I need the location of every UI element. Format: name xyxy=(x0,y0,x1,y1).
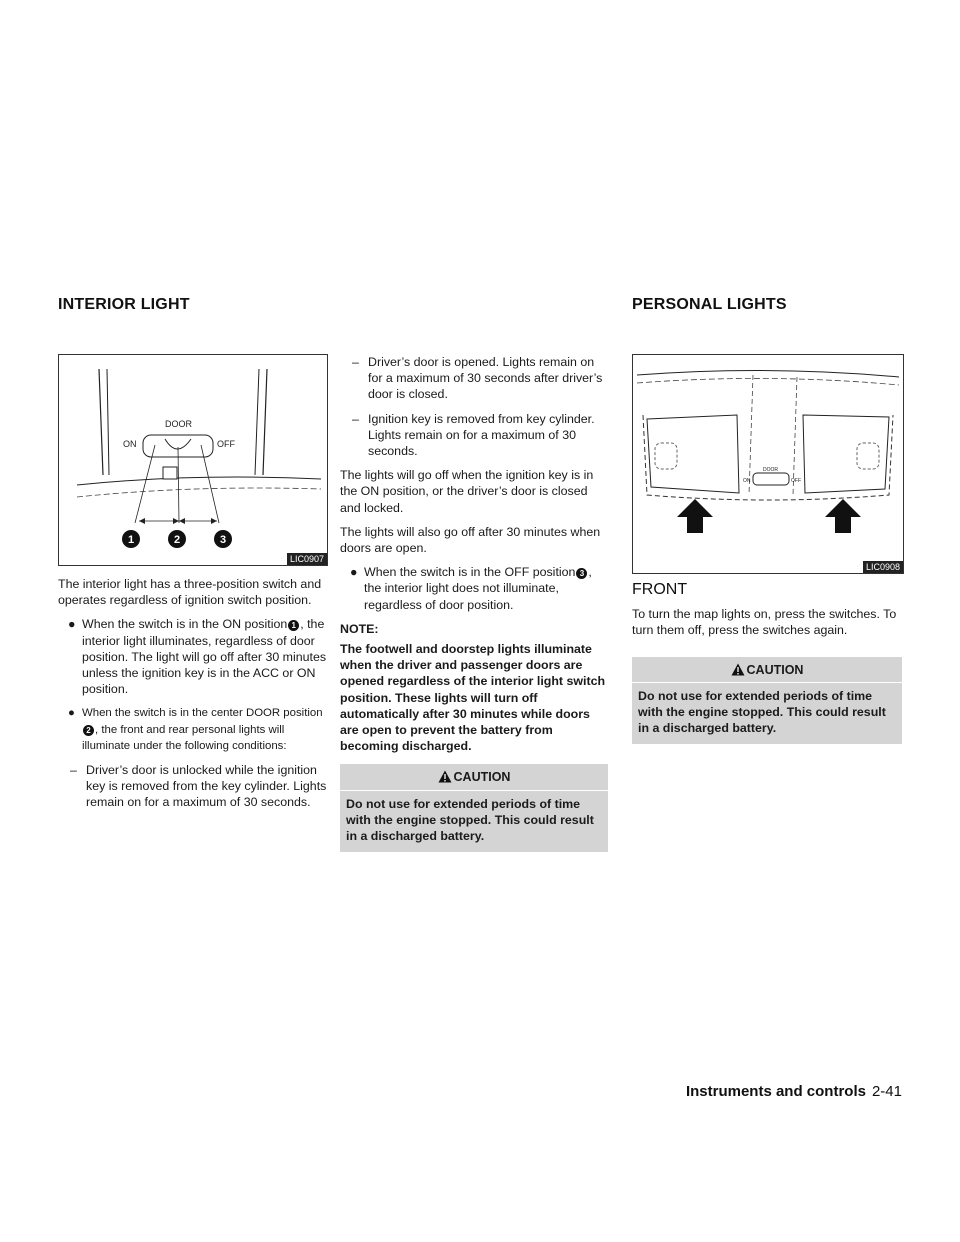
front-subheading: FRONT xyxy=(632,581,688,598)
dash-item-2 xyxy=(340,354,608,403)
note-body: The footwell and doorstep lights illuminate when the driver and passenger doors are opened regardless of the interior light switch position. These lights will turn off automatically after 30 minutes while doors are open to prevent the battery from becoming discharged. xyxy=(340,642,606,754)
front-body: To turn the map lights on, press the switches. To turn them off, press the switches again. xyxy=(632,607,897,638)
circled-number-icon: 1 xyxy=(288,620,299,631)
section-heading-interior-light: INTERIOR LIGHT xyxy=(58,296,190,313)
bullet-icon: ● xyxy=(68,707,75,720)
interior-light-illustration xyxy=(59,355,327,565)
warning-triangle-icon xyxy=(438,770,452,783)
lights-timeout-paragraph: The lights will also go off after 30 minutes when doors are open. xyxy=(340,524,601,556)
caution-body: Do not use for extended periods of time with the engine stopped. This could result in a discharged battery. xyxy=(638,688,886,735)
caution-title: CAUTION xyxy=(746,662,804,677)
interior-light-intro: The interior light has a three-position switch and operates regardless of ignition switch position. xyxy=(58,577,322,608)
dash-icon: – xyxy=(70,763,77,778)
caution-title: CAUTION xyxy=(453,770,511,785)
callout-1-label: 1 xyxy=(127,534,135,546)
bullet2-text-start: When the switch is in the center DOOR position xyxy=(82,707,323,720)
page-footer xyxy=(686,1083,902,1100)
personal-lights-illustration xyxy=(633,355,903,573)
dash-item-2-text: Driver’s door is opened. Lights remain on for a maximum of 30 seconds after driver’s door is closed. xyxy=(368,355,603,402)
dash-icon: – xyxy=(352,355,359,369)
note-title: NOTE: xyxy=(340,621,379,636)
dash-icon: – xyxy=(352,411,359,426)
caution-body: Do not use for extended periods of time with the engine stopped. This could result in a discharged battery. xyxy=(346,796,594,843)
interior-figure-on-label: ON xyxy=(123,439,137,449)
callout-2-label: 2 xyxy=(173,534,181,546)
figure-code-personal: LIC0908 xyxy=(863,561,903,573)
column-1 xyxy=(58,576,328,819)
caution-header xyxy=(632,662,902,683)
dash-item-1 xyxy=(58,762,328,811)
interior-figure-door-label: DOOR xyxy=(165,419,192,429)
bullet1-text-start: When the switch is in the ON position xyxy=(82,617,288,632)
bullet-icon: ● xyxy=(350,565,358,580)
bullet-door-position xyxy=(58,705,328,754)
figure-code-interior: LIC0907 xyxy=(287,553,327,565)
circled-number-icon: 3 xyxy=(576,568,587,579)
bullet1-text-end: , the interior light illuminates, regardless of door position. The light will go off after 30 minutes unless the ignition key is in the ACC or ON position. xyxy=(82,617,327,697)
column-3 xyxy=(632,582,902,744)
interior-light-figure xyxy=(58,354,328,566)
bullet2-text-end: , the front and rear personal lights will illuminate under the following conditions: xyxy=(82,723,287,752)
personal-figure-door-label: DOOR xyxy=(763,467,778,473)
personal-figure-on-label: ON xyxy=(743,478,751,484)
personal-figure-off-label: OFF xyxy=(791,478,801,484)
bullet3-text-end: , the interior light does not illuminate, regardless of door position. xyxy=(364,565,592,612)
dash-item-3 xyxy=(340,411,608,460)
bullet-on-position xyxy=(58,616,328,697)
personal-lights-figure xyxy=(632,354,904,574)
callout-3-label: 3 xyxy=(219,534,227,546)
column-2 xyxy=(340,354,608,852)
caution-box-1 xyxy=(340,764,608,851)
dash-item-3-text: Ignition key is removed from key cylinder. Lights remain on for a maximum of 30 seconds. xyxy=(368,411,595,459)
lights-off-paragraph: The lights will go off when the ignition key is in the ON position, or the driver’s door is closed and locked. xyxy=(340,468,594,515)
bullet3-text-start: When the switch is in the OFF position xyxy=(364,565,576,580)
right-switch-arrow-icon xyxy=(825,499,861,533)
caution-header xyxy=(340,769,608,790)
footer-section-title: Instruments and controls xyxy=(685,1083,866,1100)
page-number: 2-41 xyxy=(871,1083,902,1100)
caution-box-2 xyxy=(632,657,902,744)
bullet-icon: ● xyxy=(68,617,76,632)
interior-figure-off-label: OFF xyxy=(217,439,235,449)
bullet-off-position xyxy=(340,564,608,613)
section-heading-personal-lights: PERSONAL LIGHTS xyxy=(632,296,787,313)
circled-number-icon: 2 xyxy=(83,725,94,736)
dash-item-1-text: Driver’s door is unlocked while the ignition key is removed from the key cylinder. Lights remain on for a maximum of 30 seconds. xyxy=(86,763,327,810)
warning-triangle-icon xyxy=(731,663,745,676)
left-switch-arrow-icon xyxy=(677,499,713,533)
